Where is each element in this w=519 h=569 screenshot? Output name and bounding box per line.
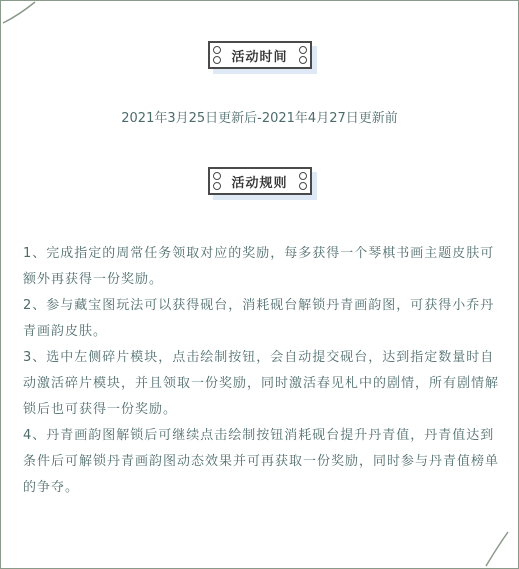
activity-time-range: 2021年3月25日更新后-2021年4月27日更新前 <box>121 111 398 126</box>
rule-item: 3、选中左侧碎片模块，点击绘制按钮，会自动提交砚台，达到指定数量时自动激活碎片模块，并且领取一份奖励，同时激活春见札中的剧情，所有剧情解锁后也可获得一份奖励。 <box>23 350 500 417</box>
activity-time-title: 活动时间 <box>231 49 288 65</box>
rules-list <box>23 241 500 501</box>
rule-item: 4、丹青画韵图解锁后可继续点击绘制按钮消耗砚台提升丹青值，丹青值达到条件后可解锁丹青画韵图动态效果并可再获取一份奖励，同时参与丹青值榜单的争夺。 <box>23 428 500 495</box>
badge-dot <box>299 56 307 64</box>
badge-dot <box>299 182 307 190</box>
corner-decoration-bottom-right <box>478 528 518 568</box>
badge-dot <box>213 172 221 180</box>
badge-dot <box>213 56 221 64</box>
badge-dot <box>213 182 221 190</box>
badge-dot <box>299 46 307 54</box>
rule-item: 2、参与藏宝图玩法可以获得砚台，消耗砚台解锁丹青画韵图，可获得小乔丹青画韵皮肤。 <box>23 298 495 339</box>
corner-decoration-top-left <box>1 1 41 25</box>
activity-time-badge <box>208 41 312 69</box>
activity-rules-title: 活动规则 <box>231 175 288 191</box>
badge-dot <box>299 172 307 180</box>
badge-dot <box>213 46 221 54</box>
rule-item: 1、完成指定的周常任务领取对应的奖励，每多获得一个琴棋书画主题皮肤可额外再获得一份奖励。 <box>23 246 495 287</box>
activity-rules-badge <box>208 167 312 195</box>
